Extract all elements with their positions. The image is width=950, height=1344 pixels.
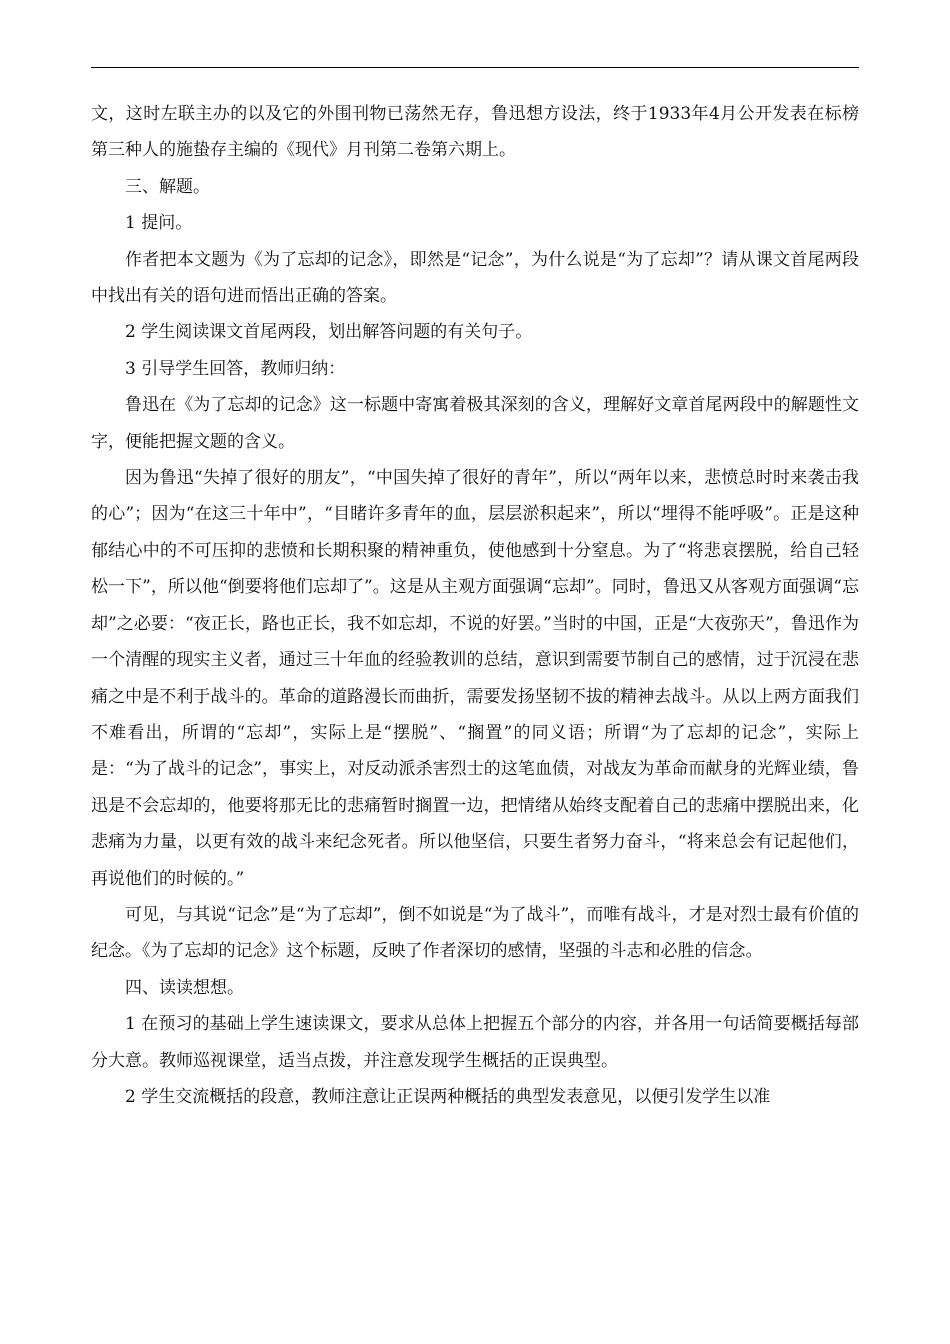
section-heading-4: 四、读读想想。 bbox=[125, 977, 244, 998]
paragraph: 可见，与其说“记念”是“为了忘却”，倒不如说是“为了战斗”，而唯有战斗，才是对烈士最有价值的纪念。《为了忘却的记念》这个标题，反映了作者深切的感情，坚强的斗志和必胜的信念。 bbox=[91, 904, 859, 962]
paragraph: 3 引导学生回答，教师归纳： bbox=[125, 358, 346, 379]
paragraph-continuation: 文，这时左联主办的以及它的外围刊物已荡然无存，鲁迅想方设法，终于1933年4月公开发表在标榜第三种人的施蛰存主编的《现代》月刊第二卷第六期上。 bbox=[91, 104, 859, 161]
paragraph: 1 提问。 bbox=[125, 213, 193, 234]
paragraph: 2 学生阅读课文首尾两段，划出解答问题的有关句子。 bbox=[125, 322, 533, 343]
paragraph: 1 在预习的基础上学生速读课文，要求从总体上把握五个部分的内容，并各用一句话简要概括每部分大意。教师巡视课堂，适当点拨，并注意发现学生概括的正误典型。 bbox=[91, 1014, 859, 1071]
section-heading-3: 三、解题。 bbox=[125, 176, 210, 197]
paragraph: 鲁迅在《为了忘却的记念》这一标题中寄寓着极其深刻的含义，理解好文章首尾两段中的解题性文字，便能把握文题的含义。 bbox=[91, 395, 859, 452]
body-text bbox=[91, 96, 859, 1115]
paragraph: 作者把本文题为《为了忘却的记念》，即然是“记念”，为什么说是“为了忘却”？请从课文首尾两段中找出有关的语句进而悟出正确的答案。 bbox=[91, 249, 859, 307]
paragraph: 因为鲁迅“失掉了很好的朋友”，“中国失掉了很好的青年”，所以“两年以来，悲愤总时时来袭击我的心”；因为“在这三十年中”，“目睹许多青年的血，层层淤积起来”，所以“埋得不能呼吸”。正是这种郁结心中的不可压抑的悲愤和长期积聚的精神重负，使他感到十分窒息。为了“将悲哀摆脱，给自己轻松一下”，所以他“倒要将他们忘却了”。这是从主观方面强调“忘却”。同时，鲁迅又从客观方面强调“忘却”之必要：“夜正长，路也正长，我不如忘却，不说的好罢。”当时的中国，正是“大夜弥天”，鲁迅作为一个清醒的现实主义者，通过三十年血的经验教训的总结，意识到需要节制自己的感情，过于沉浸在悲痛之中是不利于战斗的。革命的道路漫长而曲折，需要发扬坚韧不拔的精神去战斗。从以上两方面我们不难看出，所谓的“忘却”，实际上是“摆脱”、“搁置”的同义语；所谓“为了忘却的记念”，实际上是：“为了战斗的记念”，事实上，对反动派杀害烈士的这笔血债，对战友为革命而献身的光辉业绩，鲁迅是不会忘却的，他要将那无比的悲痛暂时搁置一边，把情绪从始终支配着自己的悲痛中摆脱出来，化悲痛为力量，以更有效的战斗来纪念死者。所以他坚信，只要生者努力奋斗，“将来总会有记起他们，再说他们的时候的。” bbox=[91, 468, 859, 889]
header-rule bbox=[91, 67, 859, 68]
paragraph: 2 学生交流概括的段意，教师注意让正误两种概括的典型发表意见，以便引发学生以准 bbox=[125, 1086, 771, 1107]
